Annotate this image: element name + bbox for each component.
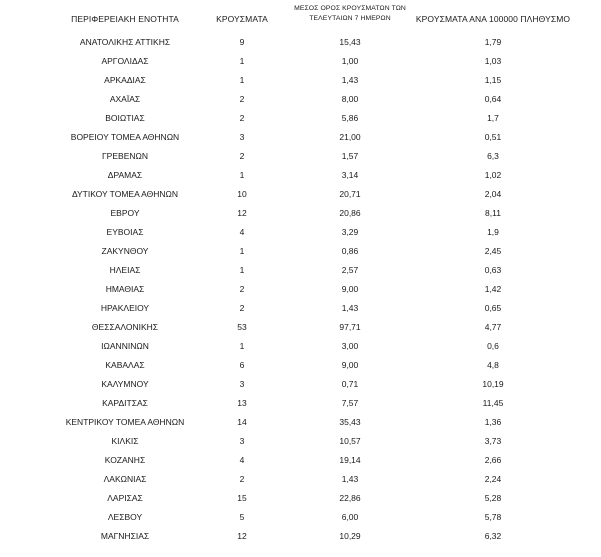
cell-per100k: 1,15 <box>484 75 502 85</box>
table-row <box>0 488 601 507</box>
cell-cases: 12 <box>237 531 247 541</box>
table-row <box>0 336 601 355</box>
cell-per100k: 4,77 <box>484 322 502 332</box>
cell-region: ΘΕΣΣΑΛΟΝΙΚΗΣ <box>91 322 159 332</box>
table-row <box>0 374 601 393</box>
cell-avg: 19,14 <box>339 455 361 465</box>
cell-cases: 1 <box>239 56 245 66</box>
cell-avg: 8,00 <box>341 94 359 104</box>
cell-avg: 97,71 <box>339 322 361 332</box>
cell-region: ΙΩΑΝΝΙΝΩΝ <box>101 341 149 351</box>
cell-region: ΗΛΕΙΑΣ <box>109 265 141 275</box>
cell-avg: 35,43 <box>339 417 361 427</box>
cell-region: ΑΡΚΑΔΙΑΣ <box>104 75 146 85</box>
cell-region: ΗΡΑΚΛΕΙΟΥ <box>100 303 150 313</box>
cell-per100k: 6,32 <box>484 531 502 541</box>
cell-avg: 22,86 <box>339 493 361 503</box>
cell-region: ΒΟΙΩΤΙΑΣ <box>105 113 145 123</box>
cell-per100k: 2,66 <box>484 455 502 465</box>
cell-cases: 9 <box>239 37 245 47</box>
cell-per100k: 2,04 <box>484 189 502 199</box>
cell-avg: 20,71 <box>339 189 361 199</box>
cell-region: ΗΜΑΘΙΑΣ <box>105 284 145 294</box>
cell-per100k: 1,36 <box>484 417 502 427</box>
cell-avg: 1,43 <box>341 303 359 313</box>
table-row <box>0 146 601 165</box>
cell-cases: 53 <box>237 322 247 332</box>
cell-avg: 9,00 <box>341 360 359 370</box>
cell-cases: 1 <box>239 265 245 275</box>
cell-per100k: 4,8 <box>487 360 499 370</box>
cell-avg: 20,86 <box>339 208 361 218</box>
cell-region: ΓΡΕΒΕΝΩΝ <box>102 151 148 161</box>
table-row <box>0 469 601 488</box>
cell-cases: 4 <box>239 455 245 465</box>
cell-region: ΚΑΡΔΙΤΣΑΣ <box>102 398 148 408</box>
cell-avg: 1,00 <box>341 56 359 66</box>
table-row <box>0 298 601 317</box>
cell-cases: 2 <box>239 303 245 313</box>
cell-avg: 1,43 <box>341 474 359 484</box>
cell-region: ΑΧΑΪΑΣ <box>109 94 141 104</box>
header-per100k: ΚΡΟΥΣΜΑΤΑ ΑΝΑ 100000 ΠΛΗΘΥΣΜΟ <box>415 14 571 24</box>
cell-avg: 10,57 <box>339 436 361 446</box>
cell-per100k: 2,24 <box>484 474 502 484</box>
cell-per100k: 1,9 <box>487 227 499 237</box>
cell-cases: 12 <box>237 208 247 218</box>
table-row <box>0 450 601 469</box>
cell-avg: 0,71 <box>341 379 359 389</box>
cell-cases: 2 <box>239 94 245 104</box>
header-cases: ΚΡΟΥΣΜΑΤΑ <box>216 14 268 24</box>
cell-region: ΑΡΓΟΛΙΔΑΣ <box>101 56 149 66</box>
cell-avg: 21,00 <box>339 132 361 142</box>
cell-cases: 6 <box>239 360 245 370</box>
cell-per100k: 1,42 <box>484 284 502 294</box>
cell-region: ΚΟΖΑΝΗΣ <box>104 455 146 465</box>
cell-cases: 2 <box>239 113 245 123</box>
cell-cases: 15 <box>237 493 247 503</box>
cell-per100k: 6,3 <box>487 151 499 161</box>
cell-cases: 3 <box>239 132 245 142</box>
cell-per100k: 0,6 <box>487 341 499 351</box>
cell-avg: 0,86 <box>341 246 359 256</box>
cell-cases: 3 <box>239 379 245 389</box>
cell-per100k: 5,28 <box>484 493 502 503</box>
table-row <box>0 51 601 70</box>
cell-per100k: 2,45 <box>484 246 502 256</box>
cell-avg: 7,57 <box>341 398 359 408</box>
cell-per100k: 5,78 <box>484 512 502 522</box>
table-row <box>0 70 601 89</box>
table-row <box>0 127 601 146</box>
table-row <box>0 165 601 184</box>
cell-per100k: 1,7 <box>487 113 499 123</box>
cell-avg: 3,14 <box>341 170 359 180</box>
cell-region: ΛΑΚΩΝΙΑΣ <box>103 474 147 484</box>
cell-avg: 3,29 <box>341 227 359 237</box>
cell-avg: 2,57 <box>341 265 359 275</box>
cell-region: ΕΥΒΟΙΑΣ <box>106 227 144 237</box>
cell-avg: 5,86 <box>341 113 359 123</box>
table-row <box>0 260 601 279</box>
header-avg-line1: ΜΕΣΟΣ ΟΡΟΣ ΚΡΟΥΣΜΑΤΩΝ ΤΩΝ <box>294 5 406 12</box>
cell-cases: 1 <box>239 246 245 256</box>
table-row <box>0 203 601 222</box>
header-avg <box>280 4 420 24</box>
table-row <box>0 507 601 526</box>
cell-per100k: 11,45 <box>482 398 504 408</box>
cell-per100k: 1,79 <box>484 37 502 47</box>
table-header <box>0 0 601 32</box>
cell-region: ΚΑΛΥΜΝΟΥ <box>101 379 149 389</box>
cell-per100k: 0,51 <box>484 132 502 142</box>
table-row <box>0 431 601 450</box>
table-row <box>0 89 601 108</box>
cell-cases: 2 <box>239 284 245 294</box>
cell-region: ΔΥΤΙΚΟΥ ΤΟΜΕΑ ΑΘΗΝΩΝ <box>71 189 179 199</box>
cell-cases: 10 <box>237 189 247 199</box>
cell-cases: 2 <box>239 474 245 484</box>
table-row <box>0 279 601 298</box>
table-row <box>0 241 601 260</box>
table-row <box>0 32 601 51</box>
table-row <box>0 108 601 127</box>
cell-region: ΜΑΓΝΗΣΙΑΣ <box>100 531 150 541</box>
table-row <box>0 526 601 545</box>
cell-per100k: 10,19 <box>482 379 504 389</box>
cell-region: ΚΙΛΚΙΣ <box>111 436 139 446</box>
table-body <box>0 32 601 545</box>
cell-per100k: 0,63 <box>484 265 502 275</box>
cell-region: ΛΕΣΒΟΥ <box>107 512 143 522</box>
table-row <box>0 222 601 241</box>
cell-per100k: 3,73 <box>484 436 502 446</box>
cell-cases: 1 <box>239 341 245 351</box>
table-row <box>0 412 601 431</box>
cell-avg: 10,29 <box>339 531 361 541</box>
cell-cases: 14 <box>237 417 247 427</box>
cell-cases: 3 <box>239 436 245 446</box>
header-region: ΠΕΡΙΦΕΡΕΙΑΚΗ ΕΝΟΤΗΤΑ <box>71 14 179 24</box>
cell-avg: 1,43 <box>341 75 359 85</box>
cell-cases: 1 <box>239 75 245 85</box>
cell-region: ΑΝΑΤΟΛΙΚΗΣ ΑΤΤΙΚΗΣ <box>79 37 171 47</box>
cell-region: ΖΑΚΥΝΘΟΥ <box>101 246 149 256</box>
cell-per100k: 1,03 <box>484 56 502 66</box>
cell-region: ΚΕΝΤΡΙΚΟΥ ΤΟΜΕΑ ΑΘΗΝΩΝ <box>65 417 185 427</box>
cell-cases: 13 <box>237 398 247 408</box>
cell-region: ΔΡΑΜΑΣ <box>107 170 143 180</box>
cell-per100k: 1,02 <box>484 170 502 180</box>
cell-region: ΚΑΒΑΛΑΣ <box>105 360 145 370</box>
cell-avg: 9,00 <box>341 284 359 294</box>
cell-avg: 15,43 <box>339 37 361 47</box>
table-row <box>0 355 601 374</box>
cell-region: ΒΟΡΕΙΟΥ ΤΟΜΕΑ ΑΘΗΝΩΝ <box>70 132 180 142</box>
cell-per100k: 0,64 <box>484 94 502 104</box>
table-row <box>0 393 601 412</box>
table-row <box>0 184 601 203</box>
cell-per100k: 8,11 <box>485 208 501 218</box>
cell-region: ΕΒΡΟΥ <box>110 208 140 218</box>
cell-region: ΛΑΡΙΣΑΣ <box>107 493 143 503</box>
header-avg-line2: ΤΕΛΕΥΤΑΙΩΝ 7 ΗΜΕΡΩΝ <box>309 15 391 22</box>
cell-cases: 1 <box>239 170 245 180</box>
cell-cases: 2 <box>239 151 245 161</box>
cell-avg: 3,00 <box>341 341 359 351</box>
cell-cases: 5 <box>239 512 245 522</box>
cell-avg: 1,57 <box>341 151 359 161</box>
cell-per100k: 0,65 <box>484 303 502 313</box>
table-row <box>0 317 601 336</box>
cell-cases: 4 <box>239 227 245 237</box>
cell-avg: 6,00 <box>341 512 359 522</box>
